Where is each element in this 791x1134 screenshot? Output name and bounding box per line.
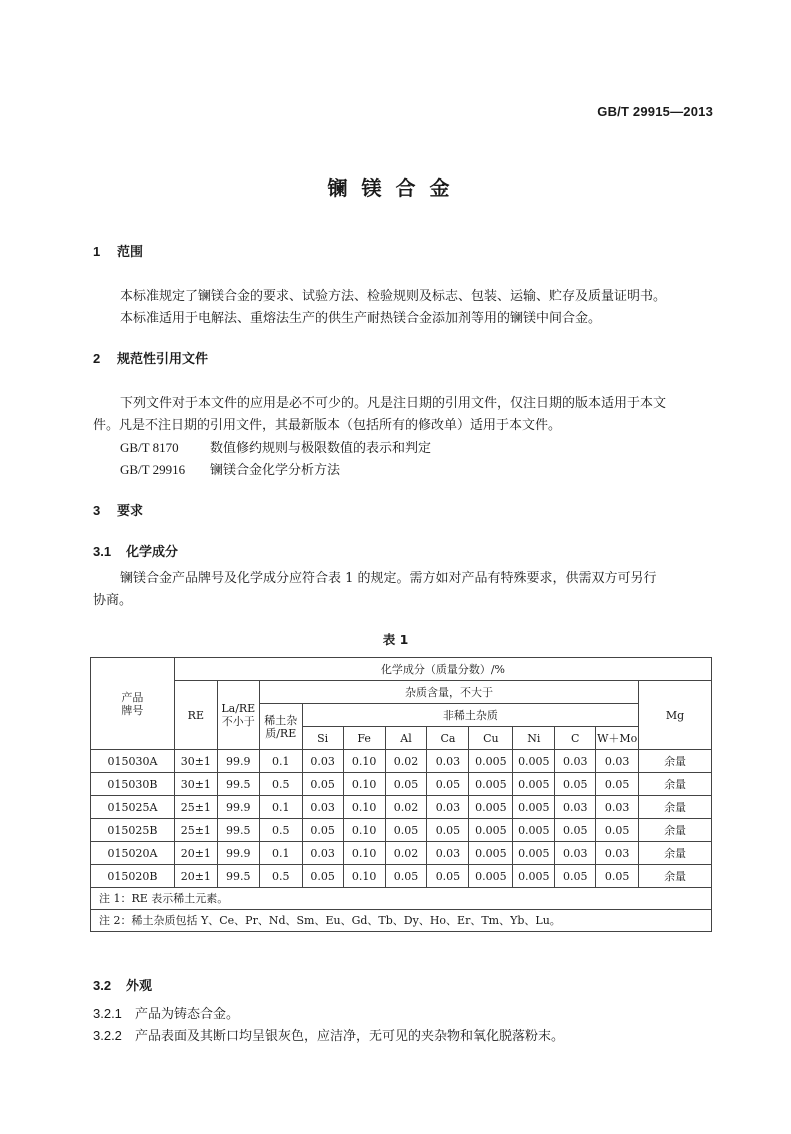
normative-reference <box>120 437 431 456</box>
header-element: C <box>555 727 596 750</box>
section-1-body <box>93 286 718 330</box>
section-title: 要求 <box>117 504 144 519</box>
table-cell: 0.05 <box>385 773 427 796</box>
paragraph-line: 件。凡是不注日期的引用文件，其最新版本（包括所有的修改单）适用于本文件。 <box>93 418 562 433</box>
table-note: 注 1：RE 表示稀土元素。 <box>91 888 712 910</box>
section-2-body <box>93 393 718 437</box>
table-cell: 0.10 <box>343 750 385 773</box>
table-cell: 0.05 <box>302 773 343 796</box>
header-element: Fe <box>343 727 385 750</box>
table-cell: 0.05 <box>555 773 596 796</box>
table-cell: 0.05 <box>555 865 596 888</box>
header-non-re-impurity: 非稀土杂质 <box>302 704 638 727</box>
product-grade-cell: 015020A <box>91 842 175 865</box>
paragraph-line: 镧镁合金产品牌号及化学成分应符合表 1 的规定。需方如对产品有特殊要求，供需双方可另行 <box>120 571 657 586</box>
table-cell: 0.10 <box>343 819 385 842</box>
table-cell: 0.5 <box>259 819 302 842</box>
table-cell: 0.1 <box>259 842 302 865</box>
table-cell: 0.5 <box>259 865 302 888</box>
section-1-heading <box>93 241 143 260</box>
subclause-text: 产品为铸态合金。 <box>135 1007 240 1022</box>
table-cell: 20±1 <box>174 865 217 888</box>
table-cell: 0.005 <box>513 819 555 842</box>
table-cell: 0.05 <box>596 773 639 796</box>
table-cell: 0.05 <box>555 819 596 842</box>
table-cell: 0.02 <box>385 750 427 773</box>
table-cell: 0.005 <box>469 819 513 842</box>
chemical-composition-table <box>90 657 712 932</box>
table-note-row <box>91 888 712 910</box>
subclause-number: 3.2.2 <box>93 1028 122 1043</box>
header-element: Cu <box>469 727 513 750</box>
section-number: 1 <box>93 244 101 259</box>
table-cell: 0.05 <box>427 865 469 888</box>
table-cell: 0.005 <box>513 750 555 773</box>
product-grade-cell: 015025A <box>91 796 175 819</box>
table-cell: 余量 <box>639 842 712 865</box>
table-cell: 30±1 <box>174 750 217 773</box>
table-cell: 0.005 <box>513 796 555 819</box>
section-number: 3.1 <box>93 544 112 559</box>
table-cell: 99.5 <box>217 819 259 842</box>
header-re: RE <box>174 681 217 750</box>
subclause-text: 产品表面及其断口均呈银灰色，应洁净，无可见的夹杂物和氧化脱落粉末。 <box>135 1029 565 1044</box>
table-cell: 0.03 <box>555 796 596 819</box>
table-cell: 0.05 <box>385 865 427 888</box>
document-title: 镧镁合金 <box>327 176 464 200</box>
table-cell: 0.03 <box>555 750 596 773</box>
table-cell: 0.10 <box>343 773 385 796</box>
subclause-number: 3.2.1 <box>93 1006 122 1021</box>
table-cell: 0.05 <box>596 819 639 842</box>
table-cell: 0.005 <box>513 842 555 865</box>
table-cell: 0.03 <box>596 796 639 819</box>
table-cell: 0.02 <box>385 796 427 819</box>
section-title: 范围 <box>117 245 144 260</box>
table-cell: 0.03 <box>427 842 469 865</box>
table-cell: 25±1 <box>174 819 217 842</box>
reference-title: 数值修约规则与极限数值的表示和判定 <box>210 441 432 456</box>
table-cell: 0.005 <box>469 750 513 773</box>
table-cell: 30±1 <box>174 773 217 796</box>
table-cell: 0.03 <box>596 842 639 865</box>
table-cell: 0.05 <box>385 819 427 842</box>
table-note-row <box>91 910 712 932</box>
section-title: 化学成分 <box>126 545 179 560</box>
table-cell: 0.005 <box>469 796 513 819</box>
paragraph-line: 下列文件对于本文件的应用是必不可少的。凡是注日期的引用文件，仅注日期的版本适用于本文 <box>120 396 667 411</box>
table-body <box>91 750 712 888</box>
section-number: 2 <box>93 351 101 366</box>
table-cell: 余量 <box>639 773 712 796</box>
section-3-2-heading <box>93 975 152 994</box>
table-cell: 0.1 <box>259 796 302 819</box>
reference-code: GB/T 29916 <box>120 462 186 477</box>
table-cell: 余量 <box>639 865 712 888</box>
table-cell: 0.10 <box>343 796 385 819</box>
section-title: 外观 <box>126 979 153 994</box>
table-cell: 0.10 <box>343 842 385 865</box>
table-note: 注 2：稀土杂质包括 Y、Ce、Pr、Nd、Sm、Eu、Gd、Tb、Dy、Ho、Er、Tm、Yb、Lu。 <box>91 910 712 932</box>
header-element: Ni <box>513 727 555 750</box>
table-cell: 0.1 <box>259 750 302 773</box>
section-3-1-heading <box>93 541 178 560</box>
table-cell: 99.9 <box>217 750 259 773</box>
section-title: 规范性引用文件 <box>117 352 209 367</box>
table-row <box>91 750 712 773</box>
table-cell: 0.005 <box>513 773 555 796</box>
table-cell: 0.05 <box>427 773 469 796</box>
paragraph: 本标准规定了镧镁合金的要求、试验方法、检验规则及标志、包装、运输、贮存及质量证明书。 <box>120 289 667 304</box>
table-cell: 0.005 <box>469 842 513 865</box>
product-grade-cell: 015025B <box>91 819 175 842</box>
table-cell: 0.02 <box>385 842 427 865</box>
reference-title: 镧镁合金化学分析方法 <box>210 463 341 478</box>
subclause <box>93 1025 564 1044</box>
table-row <box>91 773 712 796</box>
product-grade-cell: 015030B <box>91 773 175 796</box>
subclause <box>93 1003 239 1022</box>
table-cell: 99.9 <box>217 842 259 865</box>
table-row <box>91 842 712 865</box>
section-number: 3.2 <box>93 978 112 993</box>
product-grade-cell: 015020B <box>91 865 175 888</box>
table-cell: 0.05 <box>427 819 469 842</box>
table-cell: 0.03 <box>427 796 469 819</box>
product-grade-cell: 015030A <box>91 750 175 773</box>
table-row <box>91 796 712 819</box>
table-cell: 0.005 <box>513 865 555 888</box>
table-cell: 余量 <box>639 796 712 819</box>
table-cell: 99.5 <box>217 865 259 888</box>
table-cell: 0.005 <box>469 773 513 796</box>
header-element: Ca <box>427 727 469 750</box>
reference-code: GB/T 8170 <box>120 440 179 455</box>
section-3-heading <box>93 500 143 519</box>
header-chemical-composition: 化学成分（质量分数）/% <box>174 658 711 681</box>
paragraph: 本标准适用于电解法、重熔法生产的供生产耐热镁合金添加剂等用的镧镁中间合金。 <box>120 311 602 326</box>
table-cell: 0.05 <box>302 819 343 842</box>
table-cell: 0.03 <box>302 750 343 773</box>
section-3-1-body <box>93 568 718 612</box>
table-header-row <box>91 681 712 704</box>
section-number: 3 <box>93 503 101 518</box>
header-element: Si <box>302 727 343 750</box>
table-cell: 0.5 <box>259 773 302 796</box>
header-impurity: 杂质含量，不大于 <box>259 681 638 704</box>
section-2-heading <box>93 348 208 367</box>
table-cell: 余量 <box>639 750 712 773</box>
table-cell: 0.03 <box>555 842 596 865</box>
header-re-impurity: 稀土杂 质/RE <box>259 704 302 750</box>
table-cell: 0.03 <box>302 796 343 819</box>
normative-reference <box>120 459 340 478</box>
table-cell: 99.9 <box>217 796 259 819</box>
table-cell: 0.03 <box>427 750 469 773</box>
paragraph-line: 协商。 <box>93 593 133 608</box>
header-element: Al <box>385 727 427 750</box>
table-row <box>91 819 712 842</box>
table-cell: 0.05 <box>302 865 343 888</box>
header-mg: Mg <box>639 681 712 750</box>
table-row <box>91 865 712 888</box>
table-cell: 25±1 <box>174 796 217 819</box>
header-product-grade: 产品 牌号 <box>91 658 175 750</box>
table-cell: 余量 <box>639 819 712 842</box>
table-cell: 0.03 <box>596 750 639 773</box>
table-cell: 0.10 <box>343 865 385 888</box>
table-cell: 0.005 <box>469 865 513 888</box>
table-cell: 99.5 <box>217 773 259 796</box>
header-element: W＋Mo <box>596 727 639 750</box>
table-cell: 20±1 <box>174 842 217 865</box>
standard-code: GB/T 29915—2013 <box>597 104 713 119</box>
table-header-row <box>91 658 712 681</box>
header-la-re: La/RE 不小于 <box>217 681 259 750</box>
table-cell: 0.03 <box>302 842 343 865</box>
table-caption: 表 1 <box>382 632 409 647</box>
table-cell: 0.05 <box>596 865 639 888</box>
